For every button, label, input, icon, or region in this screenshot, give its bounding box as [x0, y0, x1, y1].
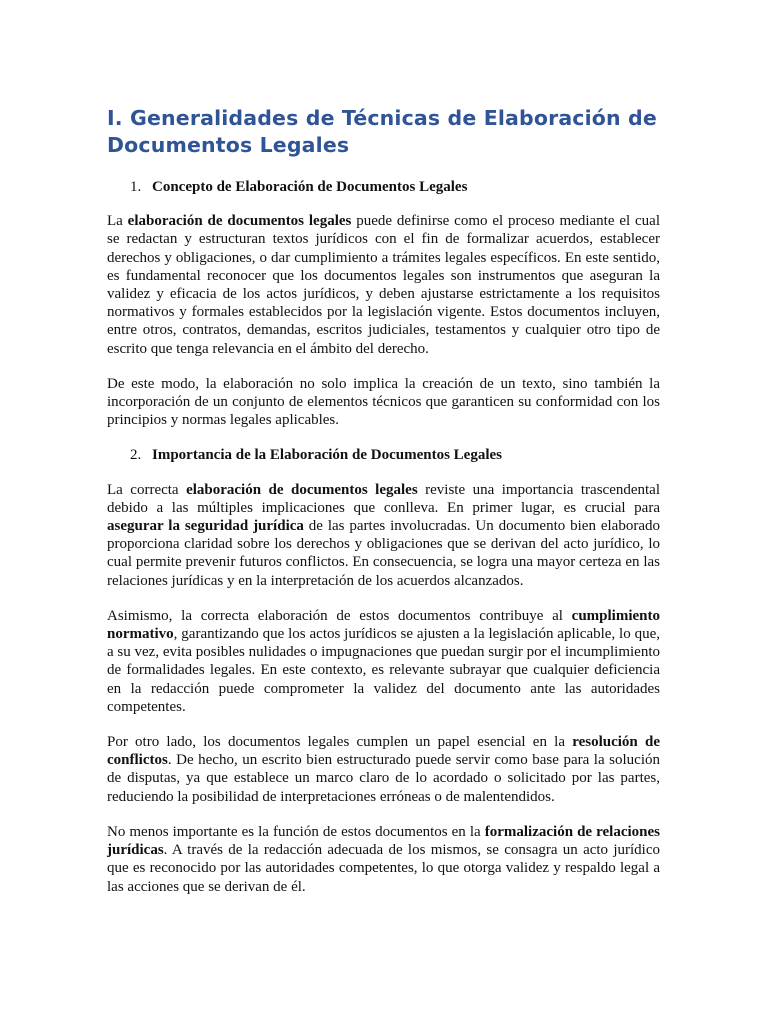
- paragraph: [107, 212, 660, 358]
- section-number: 1.: [130, 179, 142, 195]
- text-run: Por otro lado, los documentos legales cumplen un papel esencial en la: [107, 734, 573, 751]
- text-run: , garantizando que los actos jurídicos se ajusten a la legislación aplicable, lo que, a su vez, evita posibles nulidades o impugnaciones que puedan surgir por el incumplimiento de formalidades legales. En este contexto, es relevante subrayar que cualquier deficiencia en la redacción puede comprometer la validez del documento ante las autoridades competentes.: [107, 626, 660, 715]
- document-page: [107, 105, 660, 896]
- text-run-bold: cumplimiento normativo: [107, 607, 660, 643]
- text-run: La: [107, 213, 128, 230]
- paragraph: [107, 481, 660, 590]
- text-run: . A través de la redacción adecuada de los mismos, se consagra un acto jurídico que es reconocido por las autoridades competentes, lo que otorga validez y respaldo legal a las acciones que se derivan de él.: [107, 842, 660, 895]
- section-number: 2.: [130, 447, 142, 464]
- text-run: reviste una importancia trascendental debido a las múltiples implicaciones que conlleva. En primer lugar, es crucial para: [107, 481, 660, 516]
- text-run-bold: formalización de relaciones jurídicas: [107, 823, 661, 859]
- paragraph: [107, 823, 660, 896]
- text-run: puede definirse como el proceso mediante el cual se redactan y estructuran textos jurídicos con el fin de formalizar acuerdos, establecer derechos y obligaciones, o dar cumplimiento a trámites legales específicos. En este sentido, es fundamental reconocer que los documentos legales son instrumentos que aseguran la validez y eficacia de los actos jurídicos, y deben ajustarse estrictamente a los requisitos normativos y formales establecidos por la legislación vigente. Estos documentos incluyen, entre otros, contratos, demandas, escritos judiciales, testamentos y cualquier otro tipo de escrito que tenga relevancia en el ámbito del derecho.: [107, 213, 660, 357]
- paragraph: [107, 733, 660, 806]
- text-run: . De hecho, un escrito bien estructurado puede servir como base para la solución de disputas, ya que establece un marco claro de lo acordado o solicitado por las partes, reduciendo la posibilidad de interpretaciones erróneas o de malentendidos.: [107, 752, 660, 805]
- paragraph: [107, 607, 660, 716]
- section-heading-text: Concepto de Elaboración de Documentos Legales: [152, 179, 468, 195]
- section-2: [107, 446, 660, 895]
- text-run: No menos importante es la función de estos documentos en la: [107, 823, 485, 840]
- text-run-bold: elaboración de documentos legales: [127, 213, 352, 230]
- text-run: Asimismo, la correcta elaboración de estos documentos contribuye al: [107, 607, 572, 624]
- section-heading: [107, 446, 660, 464]
- document-title: I. Generalidades de Técnicas de Elaboración de Documentos Legales: [107, 106, 657, 157]
- section-heading-text: Importancia de la Elaboración de Documentos Legales: [152, 447, 502, 464]
- text-run: de las partes involucradas. Un documento bien elaborado proporciona claridad sobre los derechos y obligaciones que se derivan del acto jurídico, lo cual permite prevenir futuros conflictos. En consecuencia, se logra una mayor certeza en las relaciones jurídicas y en la interpretación de los acuerdos alcanzados.: [107, 518, 660, 589]
- text-run-bold: asegurar la seguridad jurídica: [107, 518, 304, 535]
- text-run: La correcta: [107, 481, 187, 498]
- text-run-bold: resolución de conflictos: [107, 734, 660, 769]
- section-heading: [107, 178, 660, 196]
- paragraph: [107, 375, 660, 430]
- text-run: De este modo, la elaboración no solo implica la creación de un texto, sino también la incorporación de un conjunto de elementos técnicos que garanticen su conformidad con los principios y normas legales aplicables.: [107, 375, 660, 429]
- text-run-bold: elaboración de documentos legales: [186, 481, 418, 498]
- section-1: [107, 178, 660, 429]
